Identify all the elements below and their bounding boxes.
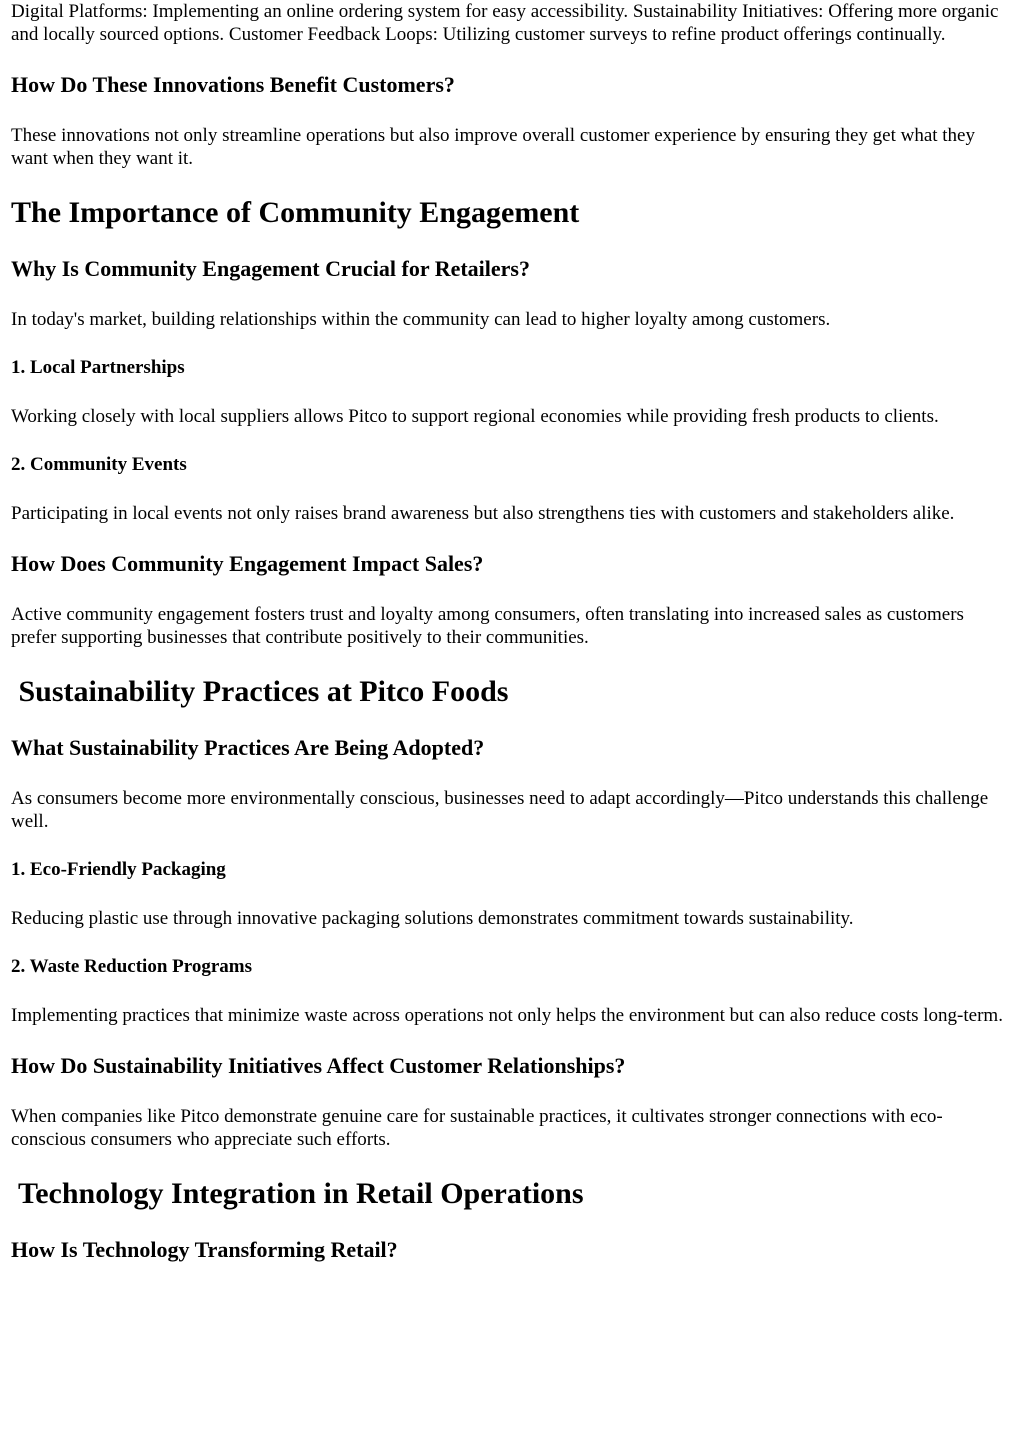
paragraph-eco-packaging: Reducing plastic use through innovative packaging solutions demonstrates commitment towards sustainability. (11, 908, 854, 929)
paragraph-community-sales: Active community engagement fosters trust and loyalty among consumers, often translating into increased sales as customers prefer supporting businesses that contribute positively to their communities. (11, 604, 964, 648)
paragraph-innovations-benefit: These innovations not only streamline operations but also improve overall customer experience by ensuring they get what they want when they want it. (11, 125, 975, 169)
heading-local-partnerships: 1. Local Partnerships (11, 357, 185, 378)
heading-innovations-benefit: How Do These Innovations Benefit Customers? (11, 72, 455, 97)
paragraph-intro: Digital Platforms: Implementing an online ordering system for easy accessibility. Sustainability Initiatives: Offering more organic and locally sourced options. Customer Feedback Loops: Utilizing customer surveys to refine product offerings continually. (11, 1, 999, 45)
paragraph-sustainability-relationships: When companies like Pitco demonstrate genuine care for sustainable practices, it cultivates stronger connections with eco-conscious consumers who appreciate such efforts. (11, 1106, 943, 1150)
heading-sustainability-practices: Sustainability Practices at Pitco Foods (11, 675, 509, 708)
heading-sustainability-adopted: What Sustainability Practices Are Being Adopted? (11, 735, 485, 760)
paragraph-sustainability-adopted: As consumers become more environmentally conscious, businesses need to adapt accordingly—Pitco understands this challenge well. (11, 788, 989, 832)
heading-community-crucial: Why Is Community Engagement Crucial for Retailers? (11, 256, 530, 281)
heading-technology-transforming: How Is Technology Transforming Retail? (11, 1237, 398, 1262)
paragraph-local-partnerships: Working closely with local suppliers allows Pitco to support regional economies while providing fresh products to clients. (11, 406, 939, 427)
heading-technology-integration: Technology Integration in Retail Operations (11, 1177, 584, 1210)
heading-community-engagement: The Importance of Community Engagement (11, 196, 580, 229)
paragraph-community-crucial: In today's market, building relationships within the community can lead to higher loyalty among customers. (11, 309, 831, 330)
heading-community-sales: How Does Community Engagement Impact Sales? (11, 551, 484, 576)
heading-community-events: 2. Community Events (11, 454, 187, 475)
heading-sustainability-relationships: How Do Sustainability Initiatives Affect Customer Relationships? (11, 1053, 626, 1078)
heading-eco-packaging: 1. Eco-Friendly Packaging (11, 859, 226, 880)
heading-waste-reduction: 2. Waste Reduction Programs (11, 956, 253, 977)
paragraph-community-events: Participating in local events not only raises brand awareness but also strengthens ties with customers and stakeholders alike. (11, 503, 955, 524)
paragraph-waste-reduction: Implementing practices that minimize waste across operations not only helps the environment but can also reduce costs long-term. (11, 1005, 1003, 1026)
